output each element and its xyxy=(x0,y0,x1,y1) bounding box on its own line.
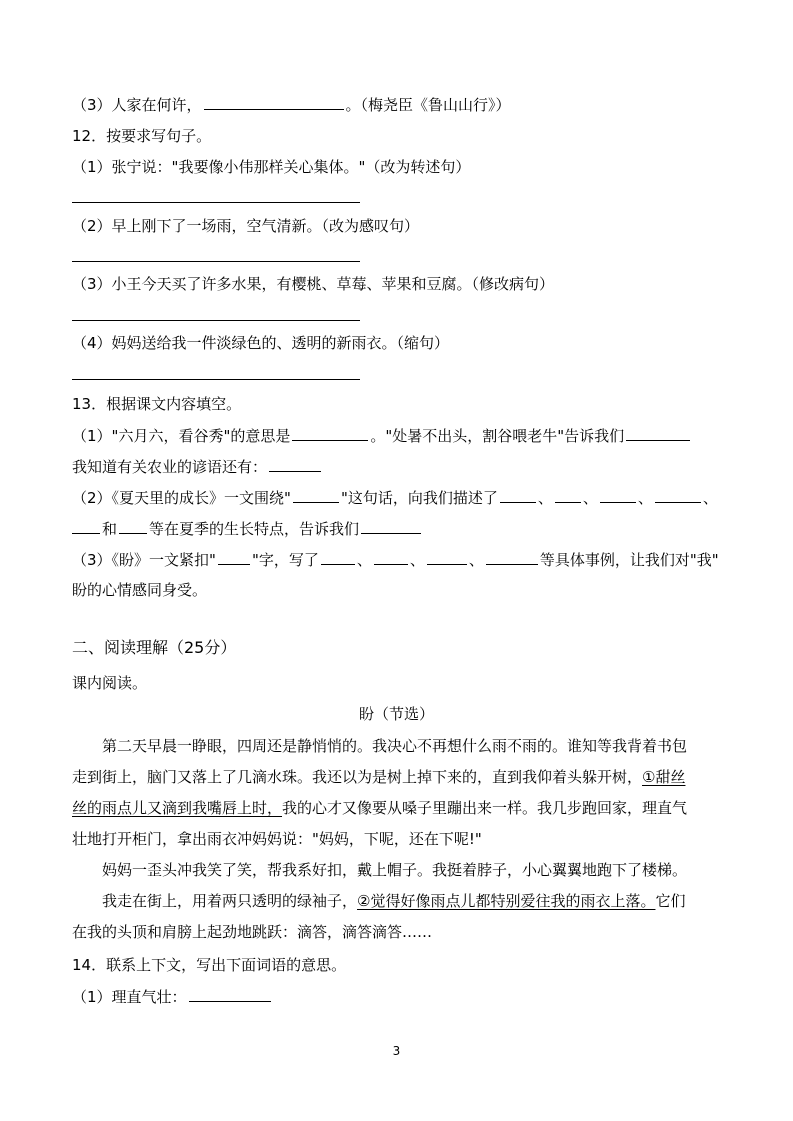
passage-line: 妈妈一歪头冲我笑了笑，帮我系好扣，戴上帽子。我挺着脖子，小心翼翼地跑下了楼梯。 xyxy=(102,861,688,879)
answer-blank[interactable] xyxy=(204,94,344,110)
q11-item3 xyxy=(72,94,511,115)
passage-line xyxy=(72,767,685,787)
sep: 、 xyxy=(537,489,553,507)
q14-title: 14．联系上下文，写出下面词语的意思。 xyxy=(72,956,347,974)
answer-blank[interactable] xyxy=(486,549,538,565)
q14-item1 xyxy=(72,986,273,1007)
answer-blank[interactable] xyxy=(361,518,421,534)
q11-item3-source: 。（梅尧臣《鲁山山行》） xyxy=(345,96,511,114)
text: "这句话，向我们描述了 xyxy=(340,489,498,507)
text: （3）《盼》一文紧扣" xyxy=(72,551,216,569)
answer-line[interactable] xyxy=(72,202,360,203)
passage-line: 壮地打开柜门，拿出雨衣冲妈妈说："妈妈，下呢，还在下呢!" xyxy=(72,830,482,848)
underlined-sentence-2: ②觉得好像雨点儿都特别爱往我的雨衣上落。 xyxy=(357,892,656,910)
text: 等在夏季的生长特点，告诉我们 xyxy=(149,520,360,538)
answer-blank[interactable] xyxy=(600,487,636,503)
answer-blank[interactable] xyxy=(293,487,339,503)
answer-blank[interactable] xyxy=(427,549,467,565)
q12-item2: （2）早上刚下了一场雨，空气清新。（改为感叹句） xyxy=(72,217,420,235)
q12-title: 12．按要求写句子。 xyxy=(72,127,212,145)
passage-line xyxy=(72,798,687,818)
answer-blank[interactable] xyxy=(292,425,368,441)
q13-line2 xyxy=(72,456,323,477)
answer-blank[interactable] xyxy=(655,487,701,503)
answer-blank[interactable] xyxy=(72,518,100,534)
text: 我的心才又像要从嗓子里蹦出来一样。我几步跑回家，理直气 xyxy=(282,799,688,817)
text: （1）"六月六，看谷秀"的意思是 xyxy=(72,427,291,445)
answer-blank[interactable] xyxy=(321,549,355,565)
text: 和 xyxy=(102,520,118,538)
sep: 、 xyxy=(468,551,484,569)
sep: 、 xyxy=(356,551,372,569)
answer-blank[interactable] xyxy=(500,487,536,503)
text: 走到街上，脑门又落上了几滴水珠。我还以为是树上掉下来的，直到我仰着头躲开树， xyxy=(72,768,643,786)
passage-title: 盼（节选） xyxy=(358,705,434,723)
text: 我走在街上，用着两只透明的绿袖子， xyxy=(102,892,358,910)
answer-blank[interactable] xyxy=(119,518,147,534)
page-number: 3 xyxy=(392,1044,401,1058)
q12-item4: （4）妈妈送给我一件淡绿色的、透明的新雨衣。（缩句） xyxy=(72,334,450,352)
q11-item3-text: （3）人家在何许， xyxy=(72,96,202,114)
answer-blank[interactable] xyxy=(218,549,250,565)
text: 等具体事例，让我们对"我" xyxy=(539,551,719,569)
q13-line1 xyxy=(72,425,692,446)
sep: 、 xyxy=(637,489,653,507)
underlined-sentence-1: ①甜丝 xyxy=(642,768,686,786)
text: 。"处暑不出头，割谷喂老牛"告诉我们 xyxy=(370,427,625,445)
answer-blank[interactable] xyxy=(189,986,271,1002)
section-heading: 二、阅读理解（25分） xyxy=(72,638,237,657)
passage-line: 第二天早晨一睁眼，四周还是静悄悄的。我决心不再想什么雨不雨的。谁知等我背着书包 xyxy=(102,737,688,755)
answer-blank[interactable] xyxy=(555,487,581,503)
answer-line[interactable] xyxy=(72,320,360,321)
answer-blank[interactable] xyxy=(269,456,321,472)
passage-line: 在我的头顶和肩膀上起劲地跳跃：滴答，滴答滴答…… xyxy=(72,923,433,941)
q13-title: 13．根据课文内容填空。 xyxy=(72,395,242,413)
sep: 、 xyxy=(409,551,425,569)
q13-line4 xyxy=(72,518,423,539)
sep: 、 xyxy=(702,489,718,507)
q13-line5 xyxy=(72,549,719,570)
reading-intro: 课内阅读。 xyxy=(72,674,148,692)
text: （1）理直气壮： xyxy=(72,988,187,1006)
underlined-sentence-1: 丝的雨点儿又滴到我嘴唇上时， xyxy=(72,799,283,817)
q12-item3: （3）小王今天买了许多水果，有樱桃、草莓、苹果和豆腐。（修改病句） xyxy=(72,275,555,293)
passage-line xyxy=(72,891,685,911)
text: 我知道有关农业的谚语还有： xyxy=(72,458,268,476)
answer-blank[interactable] xyxy=(374,549,408,565)
sep: 、 xyxy=(582,489,598,507)
answer-line[interactable] xyxy=(72,379,360,380)
text: 它们 xyxy=(655,892,686,910)
text: "字，写了 xyxy=(251,551,319,569)
q13-line3 xyxy=(72,487,718,508)
q13-line6: 盼的心情感同身受。 xyxy=(72,581,208,599)
answer-blank[interactable] xyxy=(626,425,690,441)
q12-item1: （1）张宁说："我要像小伟那样关心集体。"（改为转述句） xyxy=(72,158,471,176)
text: （2）《夏天里的成长》一文围绕" xyxy=(72,489,291,507)
answer-line[interactable] xyxy=(72,261,360,262)
